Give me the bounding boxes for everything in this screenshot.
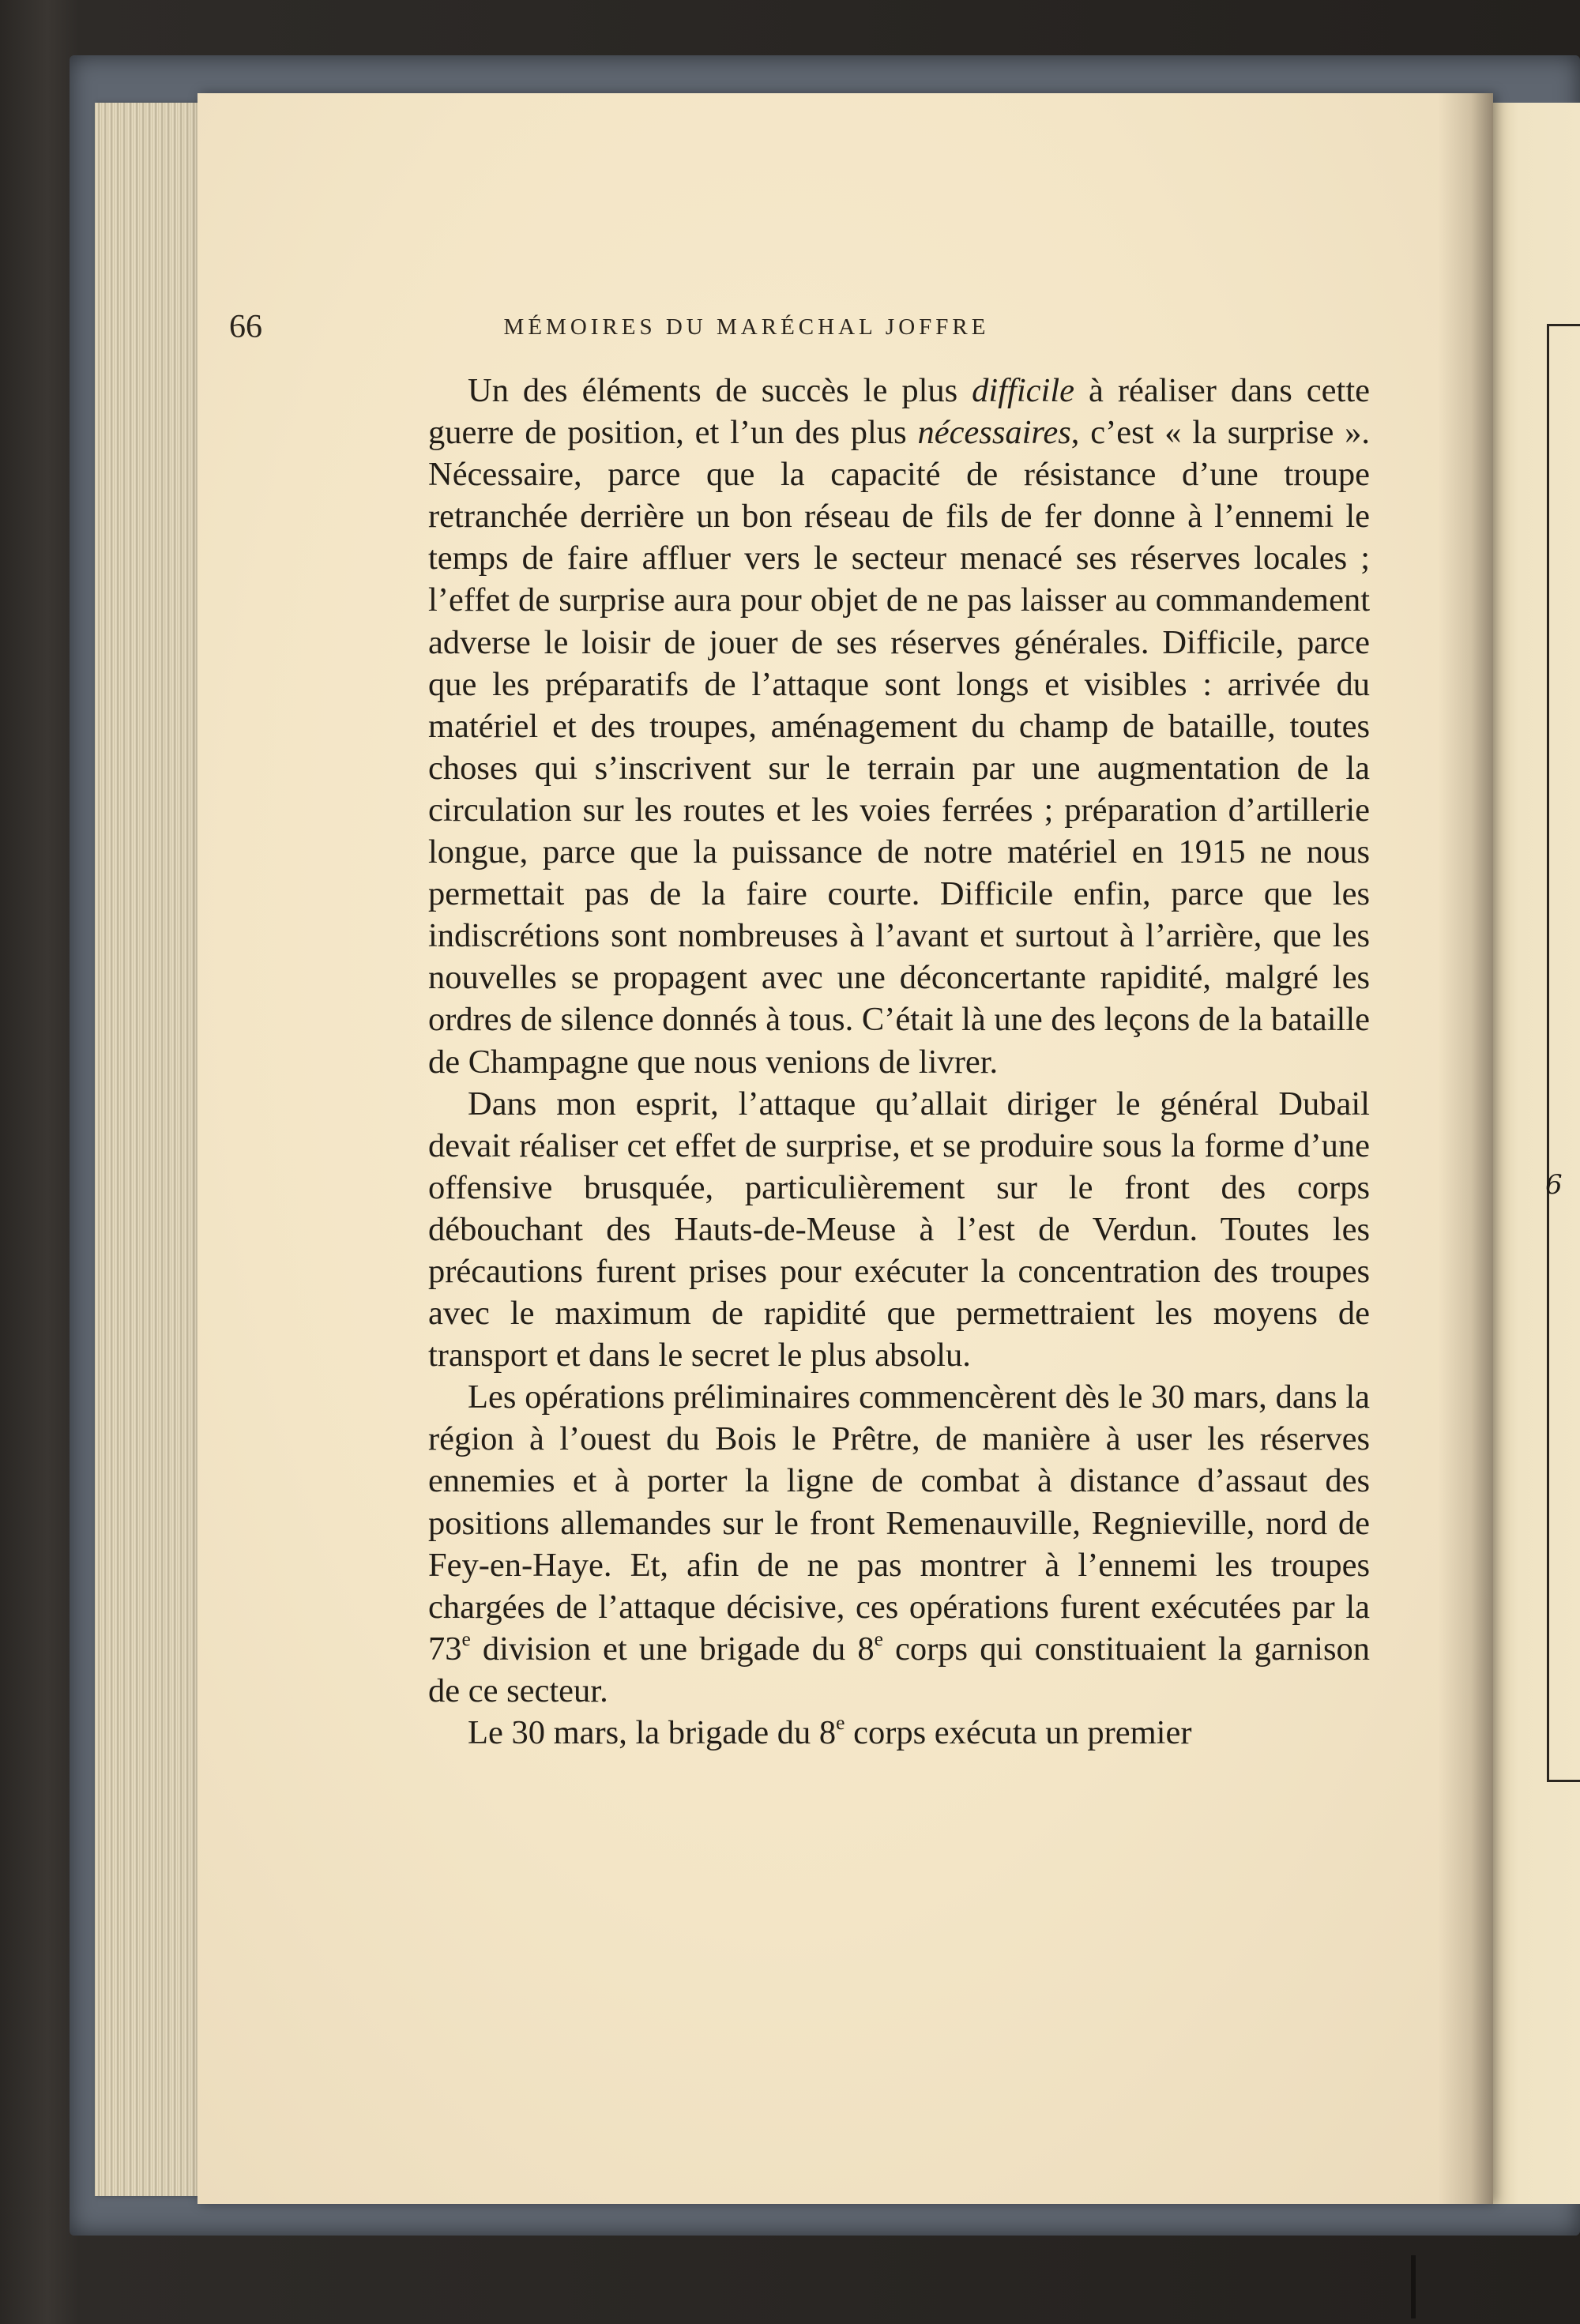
emphasis: difficile bbox=[972, 372, 1074, 409]
page-number: 66 bbox=[229, 309, 262, 345]
spine-mark bbox=[1411, 2255, 1416, 2318]
facing-page-map-frame bbox=[1547, 324, 1580, 1782]
paragraph: Le 30 mars, la brigade du 8e corps exécuta un premier bbox=[468, 1711, 1192, 1751]
facing-page-mark: 6 bbox=[1545, 1169, 1563, 1201]
superscript: e bbox=[874, 1626, 883, 1650]
gutter-shadow bbox=[1438, 93, 1493, 2204]
emphasis: nécessaires bbox=[917, 414, 1071, 452]
superscript: e bbox=[836, 1711, 845, 1735]
paragraph: Un des éléments de succès le plus difficile à réaliser dans cette guerre de position, et l’un des plus nécessaires, c’est « la surprise ». Nécessaire, parce que la capacité de résistance d’une troupe retranchée derrière un bon réseau de fils de fer donne à l’ennemi le temps de faire affluer vers le secteur menacé ses réserves locales ; l’effet de surprise aura pour objet de ne pas laisser au commandement adverse le loisir de jouer de ses réserves générales. Difficile, parce que les préparatifs de l’attaque sont longs et visibles : arrivée du matériel et des troupes, aménagement du champ de bataille, toutes choses qui s’inscrivent sur le terrain par une augmentation de la circulation sur les routes et les voies ferrées ; préparation d’artillerie longue, parce que la puissance de notre matériel en 1915 ne nous permettait pas de la faire courte. Difficile enfin, parce que les indiscrétions sont nombreuses à l’avant et surtout à l’arrière, que les nouvelles se propagent avec une déconcertante rapidité, malgré les ordres de silence donnés à tous. C’était là une des leçons de la bataille de Champagne que nous venions de livrer. bbox=[428, 372, 1371, 1081]
page-header bbox=[229, 308, 1209, 355]
paragraph: Les opérations préliminaires commencèrent dès le 30 mars, dans la région à l’ouest du Bois le Prêtre, de manière à user les réserves ennemies et à porter la ligne de combat à distance d’assaut des positions allemandes sur le front Remenauville, Regnieville, nord de Fey-en-Haye. Et, afin de ne pas montrer à l’ennemi les troupes chargées de l’attaque décisive, ces opérations furent exécutées par la 73e division et une brigade du 8e corps qui constituaient la garnison de ce secteur. bbox=[428, 1378, 1370, 1709]
body-text bbox=[428, 370, 1370, 1754]
superscript: e bbox=[461, 1626, 471, 1650]
facing-page bbox=[1492, 103, 1580, 2204]
running-title: MÉMOIRES DU MARÉCHAL JOFFRE bbox=[503, 314, 990, 340]
paragraph: Dans mon esprit, l’attaque qu’allait diriger le général Dubail devait réaliser cet effet de surprise, et se produire sous la forme d’une offensive brusquée, particulièrement sur le front des corps débouchant des Hauts-de-Meuse à l’est de Verdun. Toutes les précautions furent prises pour exécuter la concentration des troupes avec le maximum de rapidité que permettraient les moyens de transport et dans le secret le plus absolu. bbox=[428, 1085, 1370, 1374]
